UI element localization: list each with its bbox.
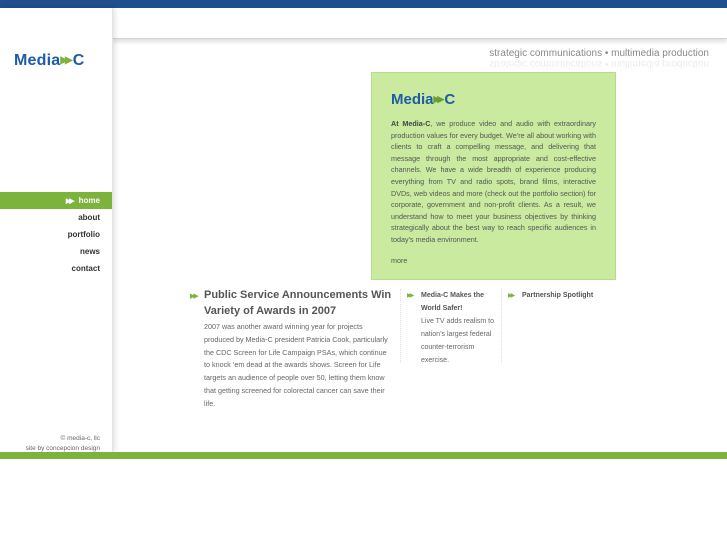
spotlight-title[interactable]: Partnership Spotlight <box>522 292 594 299</box>
announcement-title[interactable]: Public Service Announcements Win Variety of Awards in 2007 <box>204 289 392 317</box>
intro-body: , we produce video and audio with extraordinary production values for every budget. We’re all about working with clients to craft a compelling message, and delivering that message through the most appropriate and cost-effective channels. We have a wide breadth of experience producing everything from TV and radio spots, brand films, interactive DVDs, web videos and more (check out the portfolio section) for corporate, government and non-profit clients. As a result, we understand how to meet your business objectives by thinking strategically about the best way to reach specific audiences in today’s media environment. <box>391 119 596 244</box>
tagline: strategic communications • multimedia production <box>489 48 709 59</box>
tagline-reflection: strategic communications • multimedia production <box>489 58 709 69</box>
intro-logo <box>391 91 455 108</box>
news-title[interactable]: Media-C Makes the World Safer! <box>421 292 485 312</box>
intro-panel <box>371 72 616 280</box>
nav-item-about[interactable] <box>0 209 112 226</box>
top-bar <box>0 0 727 8</box>
footer <box>26 434 100 454</box>
nav-item-home[interactable] <box>0 192 112 209</box>
logo-suffix: C <box>72 52 85 69</box>
logo-suffix: C <box>444 91 456 108</box>
nav-item-news[interactable] <box>0 243 112 260</box>
site-logo[interactable] <box>14 52 85 70</box>
header-band <box>113 8 727 39</box>
nav-label: portfolio <box>67 230 100 239</box>
nav-label: contact <box>71 264 100 273</box>
nav-label: about <box>78 213 100 222</box>
play-arrow-icon: ▶▶ <box>65 198 73 205</box>
announcement <box>184 287 392 411</box>
play-arrow-icon: ▶▶ <box>407 293 413 299</box>
nav-item-portfolio[interactable] <box>0 226 112 243</box>
copyright: © media-c, llc <box>60 435 100 442</box>
nav-label: news <box>79 247 100 256</box>
intro-lead: At Media-C <box>391 119 431 128</box>
news-body: Live TV adds realism to nation’s largest federal counter-terrorism exercise. <box>421 318 495 364</box>
main-nav <box>0 192 112 277</box>
sidebar <box>0 8 113 452</box>
news-item <box>400 289 503 363</box>
logo-text: Media <box>391 91 434 108</box>
play-arrow-icon: ▶▶ <box>508 293 514 299</box>
play-arrow-icon: ▶▶ <box>190 293 197 300</box>
bottom-bar <box>0 452 727 459</box>
nav-item-contact[interactable] <box>0 260 112 277</box>
announcement-body: 2007 was another award winning year for projects produced by Media-C president Patricia Cook, particularly the CDC Screen for Life Campaign PSAs, which continue to knock ’em dead at the awards shows. Screen for Life targets an audience of people over 50, letting them know that getting screened for colorectal cancer can save their life. <box>204 322 388 408</box>
intro-text <box>391 118 596 246</box>
arrow-icon: ▶▶ <box>60 55 70 66</box>
arrow-icon: ▶▶ <box>433 94 442 104</box>
more-link[interactable]: more <box>391 256 408 265</box>
site-credit-link[interactable]: site by concepcion design <box>25 445 100 452</box>
partnership-spotlight <box>501 289 648 363</box>
logo-text: Media <box>14 52 61 69</box>
nav-label: home <box>78 196 100 205</box>
